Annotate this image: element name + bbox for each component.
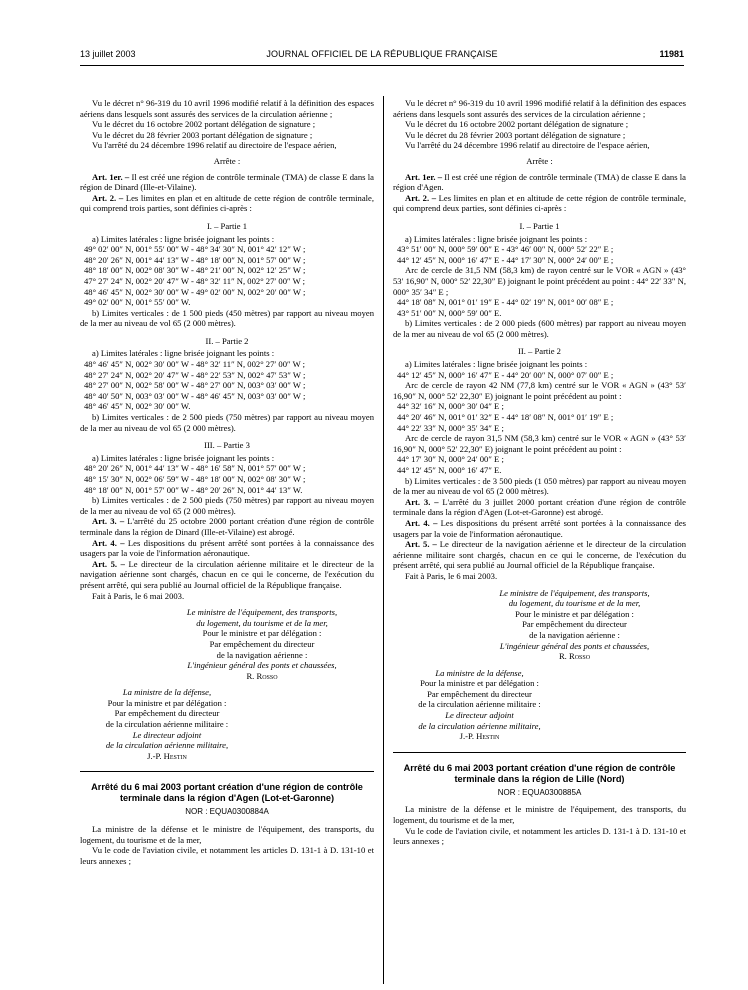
coordinate-line: 48° 27′ 24″ N, 002° 20′ 47″ W - 48° 22′ 53″ N, 002° 47′ 53″ W ; [84,369,306,380]
signatory-title: Le directeur adjoint [132,729,202,740]
coordinate-line: 44° 12′ 45″ N, 000° 16′ 47″ E. [397,465,502,475]
signatory-title: du logement, du tourisme et de la mer, [508,598,641,609]
visa: Vu le code de l'aviation civile, et notamment les articles D. 131-1 à D. 131-10 et leurs annexes ; [80,845,374,866]
article-label: Art. 4. – [92,537,125,548]
article-label: Art. 2. – [92,192,124,203]
vertical-limits: b) Limites verticales : de 2 500 pieds (750 mètres) par rapport au niveau moyen de la mer au niveau de vol 65 (2 000 mètres). [80,412,374,433]
coordinate-line: 48° 46′ 45″ N, 002° 30′ 00″ W - 49° 02′ 00″ N, 002° 20′ 00″ W ; [84,286,306,297]
signatory-title: La ministre de la défense, [122,687,212,698]
article-4 [393,518,686,539]
article-label: Art. 3. – [405,496,439,507]
lateral-limits: a) Limites latérales : ligne brisée joignant les points : [92,348,275,359]
signature-block-equipment [150,607,374,681]
lateral-limits: a) Limites latérales : ligne brisée joignant les points : [405,359,588,370]
coordinate-line: 48° 18′ 00″ N, 002° 08′ 30″ W - 48° 21′ 00″ N, 002° 12′ 25″ W ; [84,265,306,276]
signatory-name: J.-P. Hestin [147,750,187,761]
signatory-name: R. Rosso [558,651,591,662]
coordinate-line: 44° 12′ 45″ N, 000° 16′ 47″ E - 44° 17′ 30″ N, 000° 24′ 00″ E ; [397,254,614,265]
arc-description: Arc de cercle de 31,5 NM (58,3 km) de rayon centré sur le VOR « AGN » (43° 53′ 16,90″ N, 000° 52′ 22,30″ E) joignant le point précédent au point : 44° 22′ 33″ N, 000° 35′ 34″ E ; [393,265,686,297]
visa: Vu le décret du 28 février 2003 portant délégation de signature ; [92,129,313,140]
signatory-title: de la circulation aérienne militaire, [105,740,229,751]
article-label: Art. 4. – [405,517,438,528]
visa: La ministre de la défense et le ministre de l'équipement, des transports, du logement, du tourisme et de la mer, [393,804,686,826]
coordinate-line: 47° 27′ 24″ N, 002° 20′ 47″ W - 48° 32′ 11″ N, 002° 27′ 00″ W ; [84,275,306,286]
signature-block-defense [393,668,566,742]
part-heading: III. – Partie 3 [204,440,250,451]
signature-block-equipment [463,588,686,662]
signatory-name: J.-P. Hestin [459,731,500,742]
nor-number: NOR : EQUA0300885A [497,787,582,797]
arc-description: Arc de cercle de rayon 31,5 NM (58,3 km) centré sur le VOR « AGN » (43° 53′ 16,90″ N, 000° 52′ 22,30″ E) joignant le point précédent au point : [393,433,686,454]
header-rule [80,65,684,66]
signatory-title: de la circulation aérienne militaire, [418,720,541,731]
next-decree [80,771,374,866]
article-text: Il est créé une région de contrôle terminale (TMA) de classe E dans la région d'Agen. [393,171,686,193]
coordinate-line: 43° 51′ 00″ N, 000° 59′ 00″ E. [397,307,502,318]
article-text: Le directeur de la navigation aérienne et le directeur de la circulation aérienne militaire sont chargés, chacun en ce qui le concerne, de l'exécution du présent arrêté, qui sera publié au Journal officiel de la République française. [393,539,686,571]
vertical-limits: b) Limites verticales : de 1 500 pieds (450 mètres) par rapport au niveau moyen de la mer au niveau de vol 65 (2 000 mètres). [80,307,374,329]
signatory-title: Le ministre de l'équipement, des transports, [499,587,650,598]
vertical-limits: b) Limites verticales : de 2 500 pieds (750 mètres) par rapport au niveau moyen de la mer au niveau de vol 65 (2 000 mètres). [80,495,374,516]
article-label: Art. 1er. – [405,171,443,182]
article-2 [80,193,374,214]
right-column [393,98,686,847]
delegation-line: de la navigation aérienne : [529,629,620,640]
article-text: Il est créé une région de contrôle terminale (TMA) de classe E dans la région de Dinard (Ille-et-Vilaine). [80,171,374,193]
coordinate-line: 44° 22′ 33″ N, 000° 35′ 34″ E ; [397,422,504,433]
header-page-number: 11981 [659,49,684,59]
article-label: Art. 1er. – [92,171,130,182]
article-2 [393,193,686,214]
signatory-title: L'ingénieur général des ponts et chaussées, [187,660,337,671]
coordinate-line: 44° 18′ 08″ N, 001° 01′ 19″ E - 44° 02′ 19″ N, 001° 00′ 08″ E ; [397,297,614,308]
vertical-limits: b) Limites verticales : de 2 000 pieds (600 mètres) par rapport au niveau moyen de la mer au niveau de vol 65 (2 000 mètres). [393,318,686,339]
article-text: Les limites en plan et en altitude de cette région de contrôle terminale, qui comprend deux parties, sont définies ci-après : [393,192,686,214]
coordinate-line: 49° 02′ 00″ N, 001° 55′ 00″ W. [84,297,191,308]
visa: Vu le code de l'aviation civile, et notamment les articles D. 131-1 à D. 131-10 et leurs annexes ; [393,825,686,847]
column-divider [383,96,384,984]
left-column [80,98,374,866]
article-1 [80,172,374,193]
coordinate-line: 43° 51′ 00″ N, 000° 59′ 00″ E - 43° 46′ 00″ N, 000° 52′ 22″ E ; [397,244,614,255]
coordinate-line: 44° 17′ 30″ N, 000° 24′ 00″ E ; [397,454,504,465]
article-3 [393,497,686,518]
coordinate-line: 44° 12′ 45″ N, 000° 16′ 47″ E - 44° 20′ 00″ N, 000° 07′ 00″ E ; [397,369,614,380]
arrete-heading: Arrête : [526,155,553,166]
article-text: Les dispositions du présent arrêté sont portées à la connaissance des usagers par la voie de l'information aéronautique. [80,537,374,559]
decree-title: Arrêté du 6 mai 2003 portant création d'une région de contrôle terminale dans la région d'Agen (Lot-et-Garonne) [91,782,363,804]
coordinate-line: 48° 18′ 00″ N, 001° 57′ 00″ W - 48° 20′ 26″ N, 001° 44′ 13″ W. [84,484,303,495]
arrete-heading: Arrête : [213,155,241,166]
vertical-limits: b) Limites verticales : de 3 500 pieds (1 050 mètres) par rapport au niveau moyen de la mer au niveau de vol 65 (2 000 mètres). [393,475,686,497]
coordinate-line: 48° 20′ 26″ N, 001° 44′ 13″ W - 48° 18′ 00″ N, 001° 57′ 00″ W ; [84,254,306,265]
lateral-limits: a) Limites latérales : ligne brisée joignant les points : [405,233,588,244]
arc-description: Arc de cercle de rayon 42 NM (77,8 km) centré sur le VOR « AGN » (43° 53′ 16,90″ N, 000° 52′ 22,30″ E) joignant le point précédent au point : [393,380,686,401]
article-label: Art. 5. – [405,539,437,550]
article-label: Art. 5. – [92,558,125,569]
page-header [80,49,684,63]
delegation-line: Par empêchement du directeur [427,688,532,699]
coordinate-line: 49° 02′ 00″ N, 001° 55′ 00″ W - 48° 34′ 30″ N, 001° 42′ 12″ W ; [84,244,306,255]
signatory-title: Le directeur adjoint [445,710,514,721]
article-4 [80,538,374,559]
nor-number: NOR : EQUA0300884A [185,807,269,817]
delegation-line: Par empêchement du directeur [522,619,627,630]
delegation-line: de la circulation aérienne militaire : [105,719,229,730]
header-journal-title: JOURNAL OFFICIEL DE LA RÉPUBLIQUE FRANÇAISE [266,49,498,59]
coordinate-line: 48° 27′ 00″ N, 002° 58′ 00″ W - 48° 27′ 00″ N, 003° 03′ 00″ W ; [84,380,306,391]
signatory-title: du logement, du tourisme et de la mer, [196,617,328,628]
lateral-limits: a) Limites latérales : ligne brisée joignant les points : [92,233,275,244]
part-heading: I. – Partie 1 [519,220,560,231]
coordinate-line: 44° 20′ 46″ N, 001° 01′ 32″ E - 44° 18′ 08″ N, 001° 01′ 19″ E ; [397,412,614,423]
next-decree [393,752,686,847]
coordinate-line: 44° 32′ 16″ N, 000° 30′ 04″ E ; [397,401,504,412]
article-text: Les dispositions du présent arrêté sont portées à la connaissance des usagers par la voie de l'information aéronautique. [393,517,686,539]
visa: Vu le décret n° 96-319 du 10 avril 1996 modifié relatif à la définition des espaces aériens dans lesquels sont assurés des services de la circulation aérienne ; [393,98,686,119]
article-3 [80,516,374,537]
header-date: 13 juillet 2003 [80,49,136,59]
signatory-title: La ministre de la défense, [435,667,524,678]
part-heading: II. – Partie 2 [205,335,249,346]
delegation-line: de la circulation aérienne militaire : [418,699,541,710]
article-text: Le directeur de la circulation aérienne militaire et le directeur de la navigation aérienne sont chargés, chacun en ce qui le concerne, de l'exécution du présent arrêté, qui sera publié au Journal officiel de la République française. [80,558,374,590]
article-5 [393,539,686,571]
coordinate-line: 48° 40′ 50″ N, 003° 03′ 00″ W - 48° 46′ 45″ N, 003° 03′ 00″ W ; [84,390,306,401]
part-heading: II. – Partie 2 [518,346,561,357]
article-text: L'arrêté du 25 octobre 2000 portant création d'une région de contrôle terminale dans la région de Dinard (Ille-et-Vilaine) est abrogé. [80,516,374,537]
delegation-line: Pour le ministre et par délégation : [202,628,322,639]
coordinate-line: 48° 46′ 45″ N, 002° 30′ 00″ W - 48° 32′ 11″ N, 002° 27′ 00″ W ; [84,359,306,370]
visa: Vu l'arrêté du 24 décembre 1996 relatif au directoire de l'espace aérien, [405,140,650,151]
signing-place-date: Fait à Paris, le 6 mai 2003. [405,570,498,581]
signatory-title: L'ingénieur général des ponts et chaussées, [499,640,650,651]
article-text: Les limites en plan et en altitude de cette région de contrôle terminale, qui comprend trois parties, sont définies ci-après : [80,192,374,214]
visa: Vu l'arrêté du 24 décembre 1996 relatif au directoire de l'espace aérien, [92,140,337,151]
signature-block-defense [80,687,254,761]
visa: Vu le décret du 16 octobre 2002 portant délégation de signature ; [92,119,316,130]
signatory-name: R. Rosso [246,670,278,681]
delegation-line: Par empêchement du directeur [114,708,220,719]
signatory-title: Le ministre de l'équipement, des transports, [186,607,338,618]
delegation-line: de la navigation aérienne : [216,649,308,660]
article-text: L'arrêté du 3 juillet 2000 portant création d'une région de contrôle terminale dans la région d'Agen (Lot-et-Garonne) est abrogé. [393,496,686,518]
coordinate-line: 48° 15′ 30″ N, 002° 06′ 59″ W - 48° 18′ 00″ N, 002° 08′ 30″ W ; [84,474,306,484]
lateral-limits: a) Limites latérales : ligne brisée joignant les points : [92,452,275,463]
article-1 [393,172,686,193]
signing-place-date: Fait à Paris, le 6 mai 2003. [92,590,185,601]
decree-title: Arrêté du 6 mai 2003 portant création d'une région de contrôle terminale dans la région de Lille (Nord) [403,762,676,784]
article-label: Art. 2. – [405,192,437,203]
visa: Vu le décret n° 96-319 du 10 avril 1996 modifié relatif à la définition des espaces aériens dans lesquels sont assurés des services de la circulation aérienne ; [80,98,374,119]
article-label: Art. 3. – [92,516,125,527]
part-heading: I. – Partie 1 [206,220,248,231]
visa: Vu le décret du 16 octobre 2002 portant délégation de signature ; [405,119,629,130]
visa: Vu le décret du 28 février 2003 portant délégation de signature ; [405,129,626,140]
coordinate-line: 48° 20′ 26″ N, 001° 44′ 13″ W - 48° 16′ 58″ N, 001° 57′ 00″ W ; [84,463,306,474]
article-5 [80,559,374,591]
delegation-line: Pour la ministre et par délégation : [420,678,539,689]
delegation-line: Pour le ministre et par délégation : [515,608,634,619]
visa: La ministre de la défense et le ministre de l'équipement, des transports, du logement, du tourisme et de la mer, [80,824,374,845]
coordinate-line: 48° 46′ 45″ N, 002° 30′ 00″ W. [84,401,191,412]
delegation-line: Par empêchement du directeur [209,638,315,649]
delegation-line: Pour la ministre et par délégation : [107,697,227,708]
